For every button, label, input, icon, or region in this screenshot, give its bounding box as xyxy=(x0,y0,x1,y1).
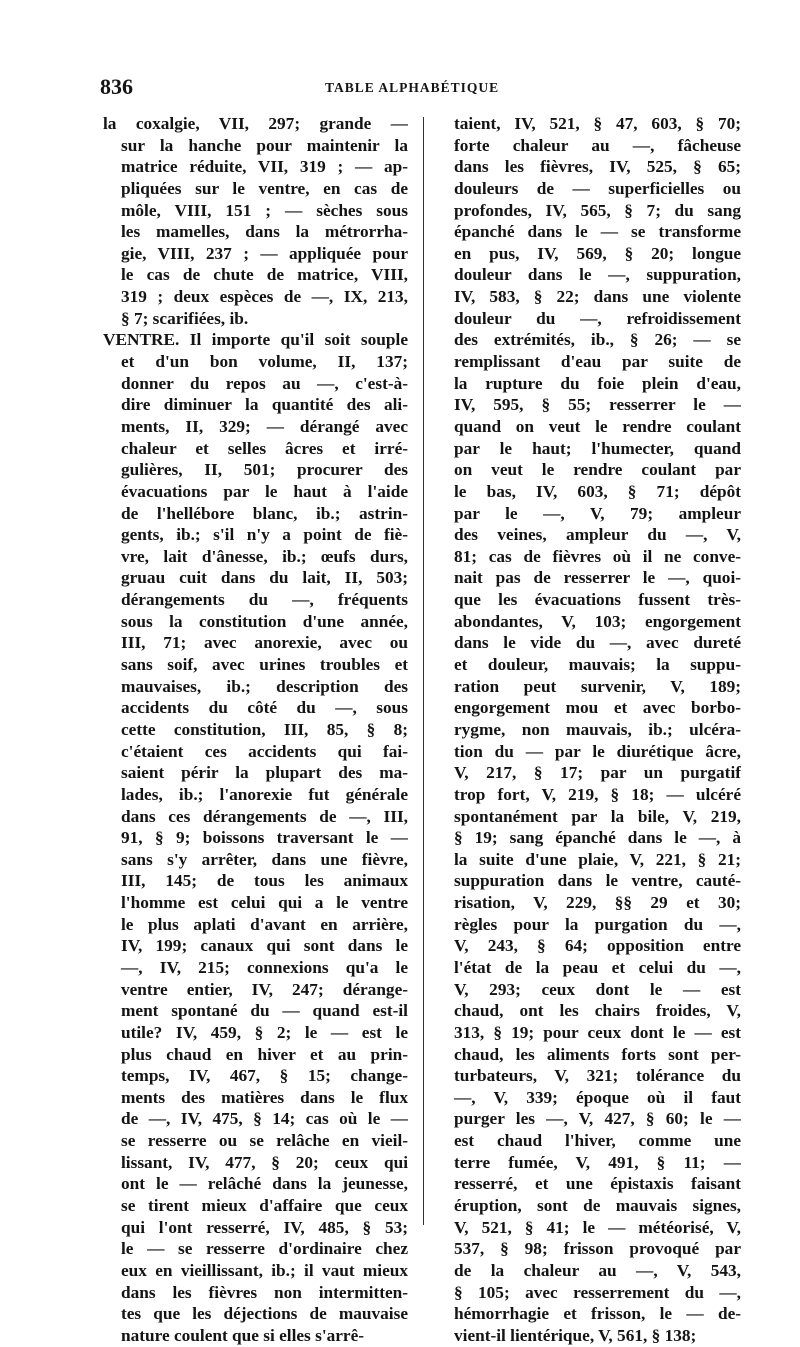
text-line: sans s'y arrêter, dans une fièvre, xyxy=(121,849,408,869)
text-line: suppuration dans le ventre, cauté- xyxy=(454,871,741,891)
text-line: terre fumée, V, 491, § 11; — xyxy=(454,1152,741,1172)
text-line: en pus, IV, 569, § 20; longue xyxy=(454,243,741,263)
text-line: spontanément par la bile, V, 219, xyxy=(454,806,741,826)
text-line: douleurs de — superficielles ou xyxy=(454,178,741,198)
text-line: les mamelles, dans la métrorrha- xyxy=(121,222,408,242)
text-line: V, 293; ceux dont le — est xyxy=(454,979,741,999)
text-line: lissant, IV, 477, § 20; ceux qui xyxy=(121,1152,408,1172)
text-line: forte chaleur au —, fâcheuse xyxy=(454,135,741,155)
text-line: nature coulent que si elles s'arrê- xyxy=(121,1325,365,1345)
text-line: épanché dans le — se transforme xyxy=(454,222,741,242)
text-line: V, 217, § 17; par un purgatif xyxy=(454,763,741,783)
text-line: et d'un bon volume, II, 137; xyxy=(121,352,408,372)
text-line: on veut le rendre coulant par xyxy=(454,460,741,480)
text-line: —, IV, 215; connexions qu'a le xyxy=(121,957,408,977)
text-line: IV, 595, § 55; resserrer le — xyxy=(454,395,741,415)
text-line: purger les —, V, 427, § 60; le — xyxy=(454,1109,741,1129)
text-line: et douleur, mauvais; la suppu- xyxy=(454,655,741,675)
text-line: se resserre ou se relâche en vieil- xyxy=(121,1131,408,1151)
text-line: 319 ; deux espèces de —, IX, 213, xyxy=(121,287,408,307)
text-line: l'état de la peau et celui du —, xyxy=(454,957,741,977)
text-line: c'étaient ces accidents qui fai- xyxy=(121,741,408,761)
text-line: § 19; sang épanché dans le —, à xyxy=(454,828,741,848)
text-line: de l'hellébore blanc, ib.; astrin- xyxy=(121,503,408,523)
text-line: III, 71; avec anorexie, avec ou xyxy=(121,633,408,653)
text-line: éruption, sont de mauvais signes, xyxy=(454,1196,741,1216)
text-line: ment spontané du — quand est-il xyxy=(121,1001,408,1021)
text-line: de —, IV, 475, § 14; cas où le — xyxy=(121,1109,408,1129)
text-line: tion du — par le diurétique âcre, xyxy=(454,741,741,761)
text-line: turbateurs, V, 321; tolérance du xyxy=(454,1066,741,1086)
text-line: chaud, ont les chairs froides, V, xyxy=(454,1001,741,1021)
text-line: profondes, IV, 565, § 7; du sang xyxy=(454,200,741,220)
text-line: se tirent mieux d'affaire que ceux xyxy=(121,1196,408,1216)
text-line: des extrémités, ib., § 26; — se xyxy=(454,330,741,350)
text-line: dans les fièvres, IV, 525, § 65; xyxy=(454,157,741,177)
text-line: sans soif, avec urines troubles et xyxy=(121,655,408,675)
text-line: douleur du —, refroidissement xyxy=(454,308,741,328)
text-line: ments des matières dans le flux xyxy=(121,1087,408,1107)
text-line: gents, ib.; s'il n'y a point de fiè- xyxy=(121,525,408,545)
text-line: chaleur et selles âcres et irré- xyxy=(121,438,408,458)
text-line: sur la hanche pour maintenir la xyxy=(121,135,408,155)
text-line: de la chaleur au —, V, 543, xyxy=(454,1260,741,1280)
text-line: qui l'ont resserré, IV, 485, § 53; xyxy=(121,1217,408,1237)
text-line: vre, lait d'ânesse, ib.; œufs durs, xyxy=(121,546,408,566)
text-line: dans le vide du —, avec dureté xyxy=(454,633,741,653)
column-divider xyxy=(423,117,424,1225)
text-line: abondantes, V, 103; engorgement xyxy=(454,611,741,631)
text-line: sous la constitution d'une année, xyxy=(121,611,408,631)
text-line: ventre entier, IV, 247; dérange- xyxy=(121,979,408,999)
text-line: risation, V, 229, §§ 29 et 30; xyxy=(454,893,741,913)
text-line: ont le — relâché dans la jeunesse, xyxy=(121,1174,408,1194)
text-line: évacuations par le haut à l'aide xyxy=(121,481,408,501)
running-title: TABLE ALPHABÉTIQUE xyxy=(325,80,500,95)
text-line: la rupture du foie plein d'eau, xyxy=(454,373,741,393)
text-line: rygme, non mauvais, ib.; ulcéra- xyxy=(454,719,741,739)
text-line: V, 243, § 64; opposition entre xyxy=(454,936,741,956)
text-line: dans ces dérangements de —, III, xyxy=(121,806,408,826)
text-line: gie, VIII, 237 ; — appliquée pour xyxy=(121,243,408,263)
text-line: § 7; scarifiées, ib. xyxy=(121,308,249,328)
text-line: la suite d'une plaie, V, 221, § 21; xyxy=(454,849,741,869)
text-line: 81; cas de fièvres où il ne conve- xyxy=(454,546,741,566)
text-line: donner du repos au —, c'est-à- xyxy=(121,373,408,393)
text-line: dans les fièvres non intermitten- xyxy=(121,1282,408,1302)
text-line: IV, 199; canaux qui sont dans le xyxy=(121,936,408,956)
text-line: hémorrhagie et frisson, le — de- xyxy=(454,1304,741,1324)
left-column xyxy=(103,113,408,1347)
text-line: 91, § 9; boissons traversant le — xyxy=(121,828,408,848)
text-line: eux en vieillissant, ib.; il vaut mieux xyxy=(121,1260,408,1280)
text-line: § 105; avec resserrement du —, xyxy=(454,1282,741,1302)
text-line: des veines, ampleur du —, V, xyxy=(454,525,741,545)
right-column xyxy=(436,113,741,1347)
text-line: resserré, et une épistaxis faisant xyxy=(454,1174,741,1194)
text-line: —, V, 339; époque où il faut xyxy=(454,1087,741,1107)
text-line: douleur dans le —, suppuration, xyxy=(454,265,741,285)
text-line: tes que les déjections de mauvaise xyxy=(121,1304,408,1324)
text-line: V, 521, § 41; le — météorisé, V, xyxy=(454,1217,741,1237)
text-line: gruau cuit dans du lait, II, 503; xyxy=(121,568,408,588)
text-line: dire diminuer la quantité des ali- xyxy=(121,395,408,415)
text-line: trop fort, V, 219, § 18; — ulcéré xyxy=(454,784,741,804)
text-line: quand on veut le rendre coulant xyxy=(454,416,741,436)
text-line: la coxalgie, VII, 297; grande — xyxy=(103,114,408,133)
text-line: IV, 583, § 22; dans une violente xyxy=(454,287,741,307)
text-line: engorgement mou et avec borbo- xyxy=(454,698,741,718)
text-line: le — se resserre d'ordinaire chez xyxy=(121,1239,408,1259)
text-line: que les évacuations fussent très- xyxy=(454,590,741,610)
text-line: par le —, V, 79; ampleur xyxy=(454,503,741,523)
text-line: vient-il lientérique, V, 561, § 138; xyxy=(454,1325,697,1345)
text-line: plus chaud en hiver et au prin- xyxy=(121,1044,408,1064)
text-line: le bas, IV, 603, § 71; dépôt xyxy=(454,481,741,501)
text-line: remplissant d'eau par suite de xyxy=(454,352,741,372)
text-line: ments, II, 329; — dérangé avec xyxy=(121,416,408,436)
text-line: saient périr la plupart des ma- xyxy=(121,763,408,783)
text-line: temps, IV, 467, § 15; change- xyxy=(121,1066,408,1086)
text-line: chaud, les aliments forts sont per- xyxy=(454,1044,741,1064)
text-line: utile? IV, 459, § 2; le — est le xyxy=(121,1022,408,1042)
text-line: le cas de chute de matrice, VIII, xyxy=(121,265,408,285)
text-line: lades, ib.; l'anorexie fut générale xyxy=(121,784,408,804)
text-line: gulières, II, 501; procurer des xyxy=(121,460,408,480)
text-line: môle, VIII, 151 ; — sèches sous xyxy=(121,200,408,220)
text-line: nait pas de resserrer le —, quoi- xyxy=(454,568,741,588)
text-line: dérangements du —, fréquents xyxy=(121,590,408,610)
text-line: l'homme est celui qui a le ventre xyxy=(121,893,408,913)
text-line: accidents du côté du —, sous xyxy=(121,698,408,718)
page-header xyxy=(100,74,740,104)
text-line: par le haut; l'humecter, quand xyxy=(454,438,741,458)
text-line: 537, § 98; frisson provoqué par xyxy=(454,1239,741,1259)
text-line: mauvaises, ib.; description des xyxy=(121,676,408,696)
text-line: ration peut survenir, V, 189; xyxy=(454,676,741,696)
text-line: III, 145; de tous les animaux xyxy=(121,871,408,891)
text-line: 313, § 19; pour ceux dont le — est xyxy=(454,1022,741,1042)
page-number: 836 xyxy=(100,74,133,99)
text-line: matrice réduite, VII, 319 ; — ap- xyxy=(121,157,408,177)
text-line: pliquées sur le ventre, en cas de xyxy=(121,178,408,198)
text-line: cette constitution, III, 85, § 8; xyxy=(121,719,408,739)
text-line: règles pour la purgation du —, xyxy=(454,914,741,934)
text-line: taient, IV, 521, § 47, 603, § 70; xyxy=(454,114,741,133)
text-line: est chaud l'hiver, comme une xyxy=(454,1131,741,1151)
text-line: VENTRE. Il importe qu'il soit souple xyxy=(103,330,408,350)
text-line: le plus aplati d'avant en arrière, xyxy=(121,914,408,934)
